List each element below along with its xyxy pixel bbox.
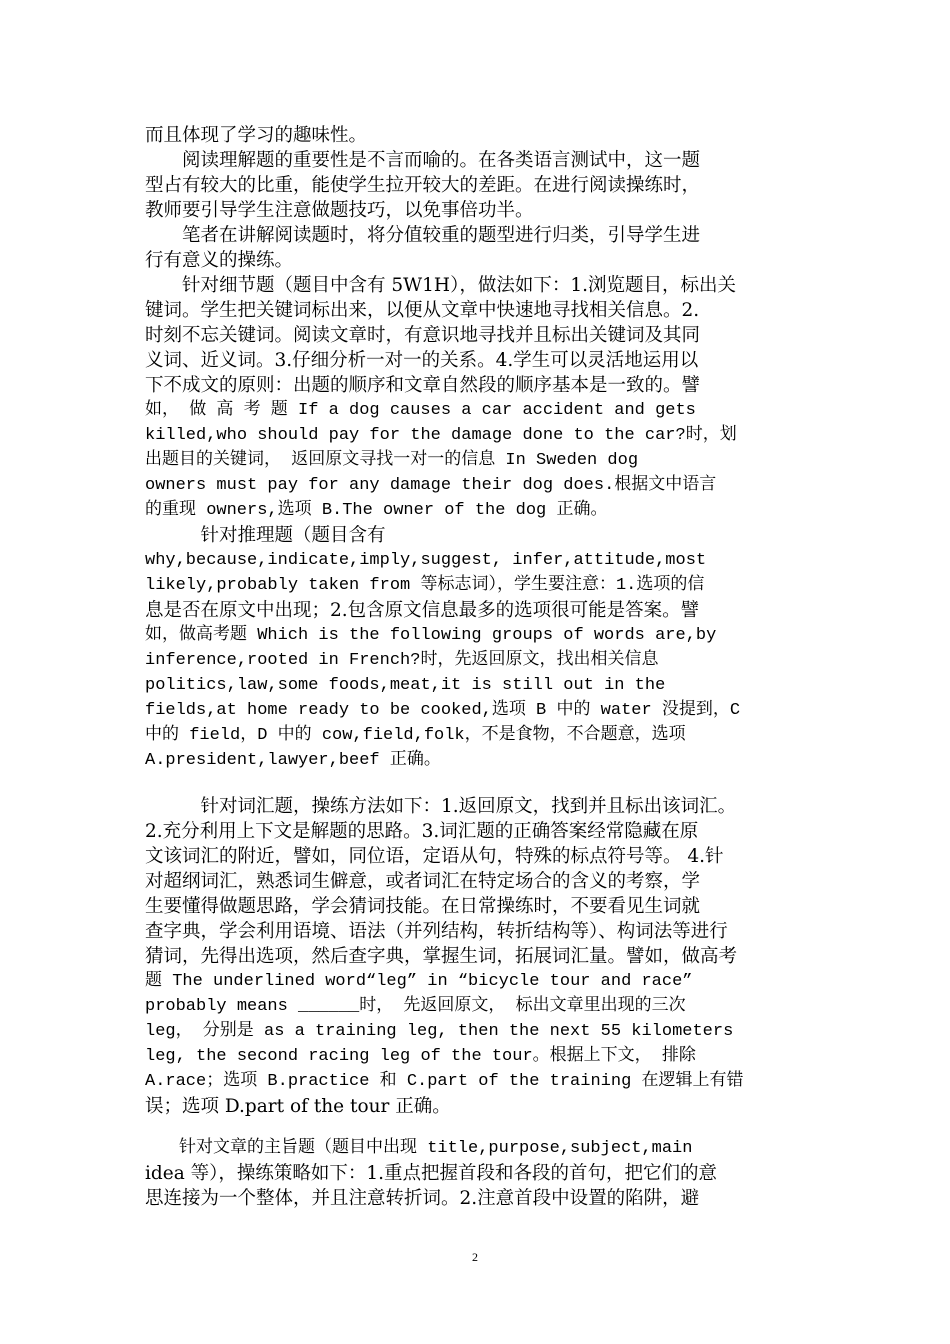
text-line: 误；选项 D.part of the tour 正确。	[145, 1096, 451, 1117]
text-line: idea 等），操练策略如下：1.重点把握首段和各段的首句，把它们的意	[145, 1163, 718, 1184]
text-line: 猜词，先得出选项，然后查字典，掌握生词，拓展词汇量。譬如，做高考	[145, 946, 738, 967]
text-line: 义词、近义词。3.仔细分析一对一的关系。4.学生可以灵活地运用以	[145, 350, 699, 371]
text-line: 教师要引导学生注意做题技巧，以免事倍功半。	[145, 200, 534, 221]
text-line: A.president,lawyer,beef 正确。	[145, 751, 441, 770]
text-line: 针对细节题（题目中含有 5W1H），做法如下：1.浏览题目，标出关	[145, 275, 736, 296]
text-line: 下不成文的原则：出题的顺序和文章自然段的顺序基本是一致的。譬	[145, 375, 701, 396]
text-line: 针对推理题（题目含有	[145, 525, 386, 546]
text-line: why,because,indicate,imply,suggest, infer,attitude,most	[145, 551, 707, 570]
text-line: 生要懂得做题思路，学会猜词技能。在日常操练时，不要看见生词就	[145, 896, 701, 917]
text-line: 如，做高考题 Which is the following groups of words are,by	[145, 626, 717, 645]
text-line: 对超纲词汇，熟悉词生僻意，或者词汇在特定场合的含义的考察，学	[145, 871, 701, 892]
text-line: 笔者在讲解阅读题时，将分值较重的题型进行归类，引导学生进	[145, 225, 701, 246]
text-line: 思连接为一个整体，并且注意转折词。2.注意首段中设置的陷阱，避	[145, 1188, 700, 1209]
text-line: leg, the second racing leg of the tour。根据上下文， 排除	[145, 1047, 696, 1066]
text-line: fields,at home ready to be cooked,选项 B 中的 water 没提到，C	[145, 701, 741, 720]
text-line: 题 The underlined word“leg” in “bicycle tour and race”	[145, 972, 693, 991]
text-line: 针对文章的主旨题（题目中出现 title,purpose,subject,main	[145, 1139, 693, 1158]
text-line: likely,probably taken from 等标志词），学生要注意：1.选项的信	[145, 576, 705, 595]
text-line: 阅读理解题的重要性是不言而喻的。在各类语言测试中，这一题	[145, 150, 701, 171]
page-number: 2	[472, 1250, 478, 1264]
text-line: 型占有较大的比重，能使学生拉开较大的差距。在进行阅读操练时，	[145, 175, 701, 196]
text-line: killed,who should pay for the damage done to the car?时，划	[145, 426, 737, 445]
text-line: 而且体现了学习的趣味性。	[145, 125, 368, 146]
text-line: 息是否在原文中出现；2.包含原文信息最多的选项很可能是答案。譬	[145, 600, 700, 621]
body-text	[145, 123, 810, 773]
body-text	[145, 1136, 810, 1211]
text-line: 文该词汇的附近，譬如，同位语，定语从句，特殊的标点符号等。 4.针	[145, 846, 724, 867]
text-line: probably means ______时， 先返回原文， 标出文章里出现的三次	[145, 997, 686, 1016]
text-line: 出题目的关键词， 返回原文寻找一对一的信息 In Sweden dog	[145, 451, 639, 470]
text-line: leg， 分别是 as a training leg, then the next 55 kilometers	[145, 1022, 734, 1041]
text-line: 中的 field，D 中的 cow,field,folk，不是食物，不合题意，选项	[145, 726, 686, 745]
text-line: politics,law,some foods,meat,it is still out in the	[145, 676, 666, 695]
text-line: 的重现 owners,选项 B.The owner of the dog 正确。	[145, 501, 608, 520]
text-line: owners must pay for any damage their dog does.根据文中语言	[145, 476, 717, 495]
text-line: 行有意义的操练。	[145, 250, 294, 271]
text-line: A.race；选项 B.practice 和 C.part of the training 在逻辑上有错	[145, 1072, 744, 1091]
body-text	[145, 794, 810, 1119]
text-line: 时刻不忘关键词。阅读文章时，有意识地寻找并且标出关键词及其同	[145, 325, 701, 346]
text-line: 针对词汇题，操练方法如下：1.返回原文，找到并且标出该词汇。	[145, 796, 737, 817]
text-line: inference,rooted in French?时，先返回原文，找出相关信息	[145, 651, 659, 670]
text-line: 查字典，学会利用语境、语法（并列结构，转折结构等）、构词法等进行	[145, 921, 728, 942]
text-line: 2.充分利用上下文是解题的思路。3.词汇题的正确答案经常隐藏在原	[145, 821, 699, 842]
text-line: 键词。学生把关键词标出来，以便从文章中快速地寻找相关信息。2.	[145, 300, 700, 321]
text-line: 如， 做 高 考 题 If a dog causes a car accident and gets	[145, 401, 696, 420]
